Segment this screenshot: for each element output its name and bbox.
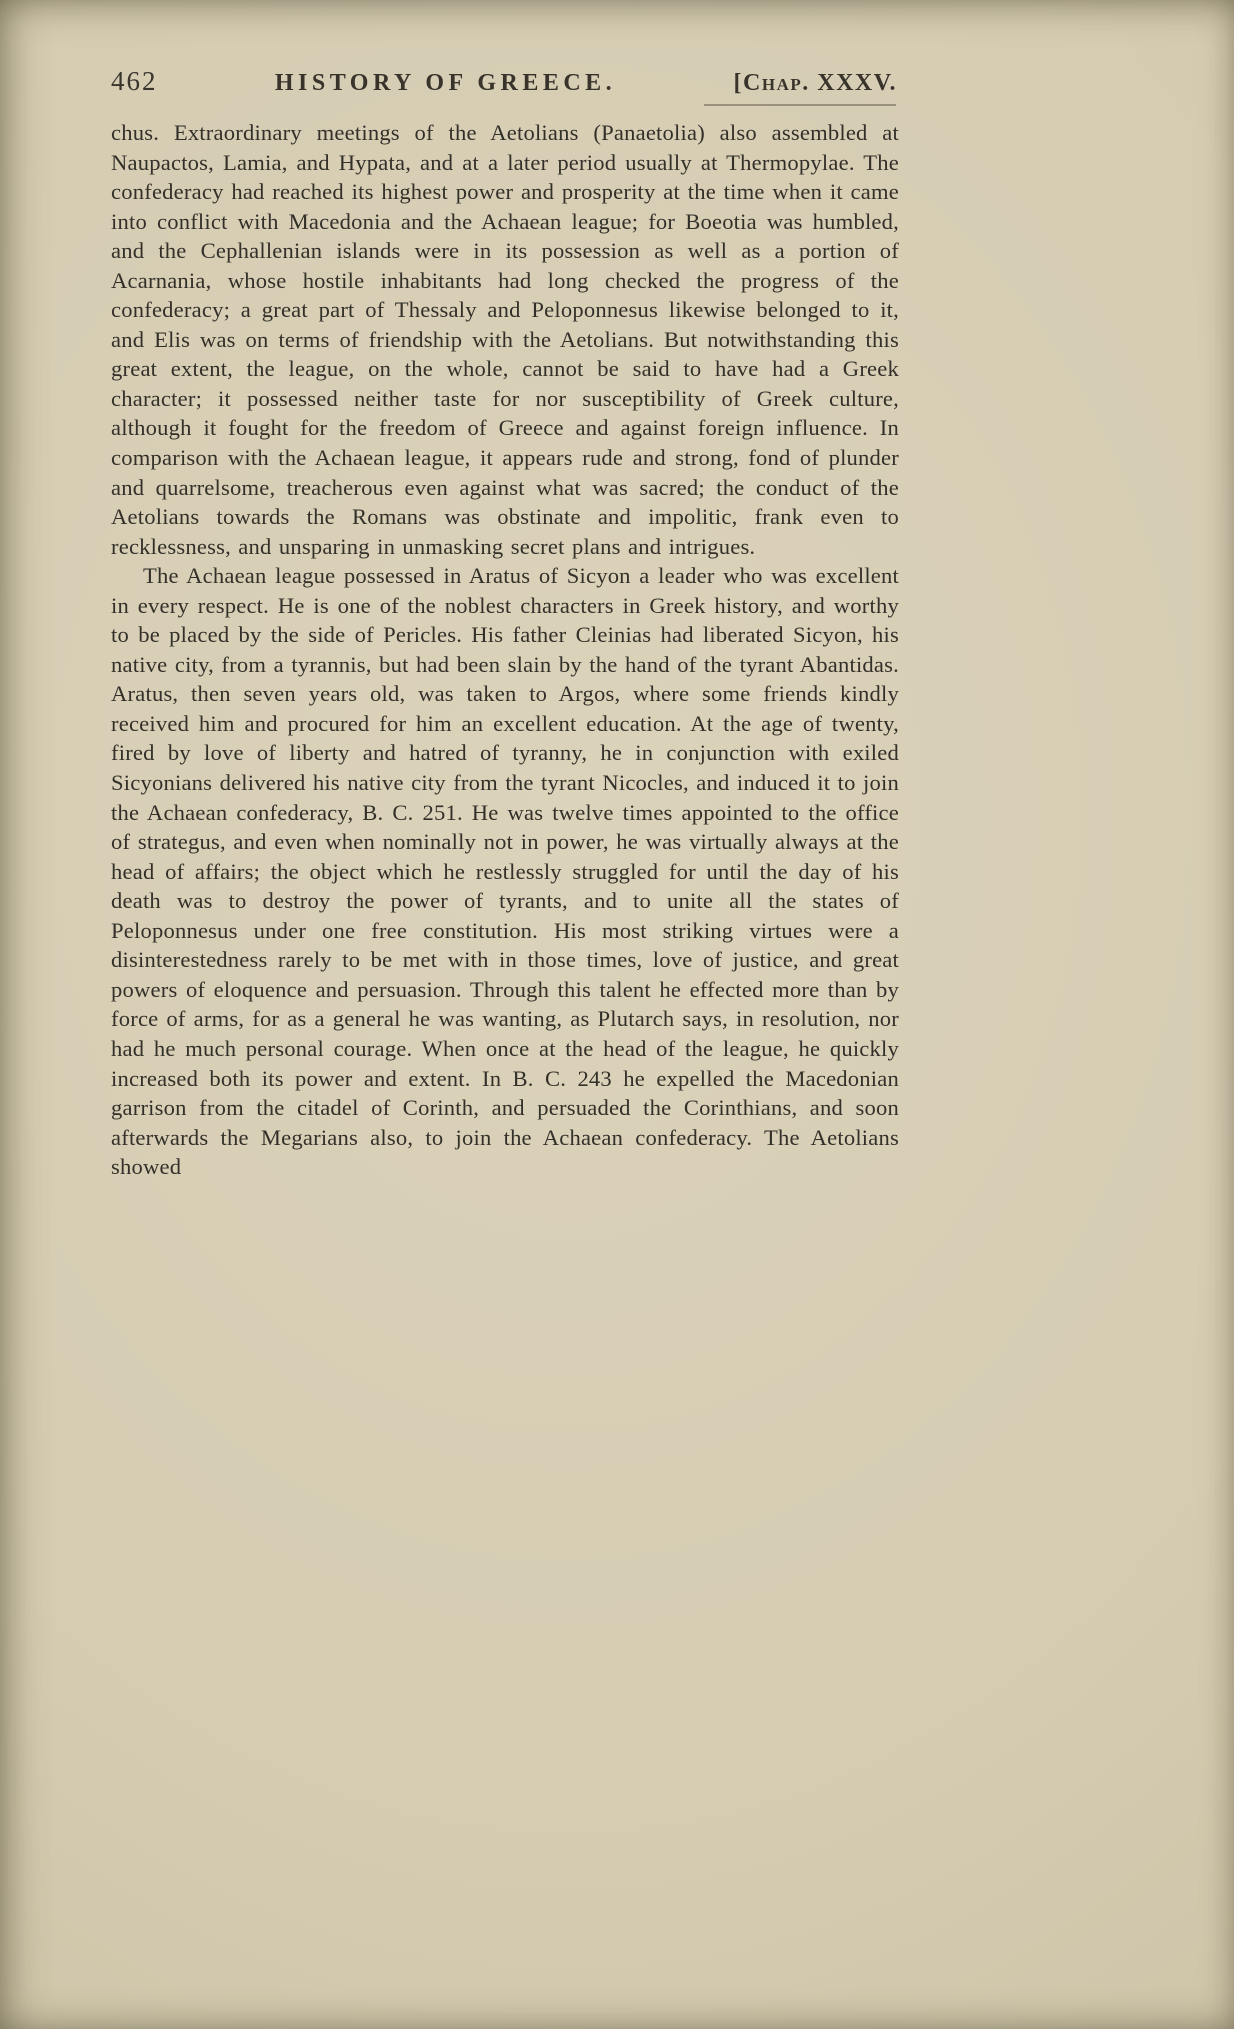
chapter-heading: [Chap. XXXV. (733, 70, 897, 96)
header-rule (704, 104, 896, 106)
body-text (111, 118, 899, 1182)
paragraph-aratus: The Achaean league possessed in Aratus of Sicyon a leader who was excellent in every respect. He is one of the noblest characters in Greek history, and worthy to be placed by the side of Pericles. His father Cleinias had liberated Sicyon, his native city, from a tyrannis, but had been slain by the hand of the tyrant Abantidas. Aratus, then seven years old, was taken to Argos, where some friends kindly received him and procured for him an excellent education. At the age of twenty, fired by love of liberty and hatred of tyranny, he in conjunction with exiled Sicyonians delivered his native city from the tyrant Nicocles, and induced it to join the Achaean confederacy, B. C. 251. He was twelve times appointed to the office of strategus, and even when nominally not in power, he was virtually always at the head of affairs; the object which he restlessly struggled for until the day of his death was to destroy the power of tyrants, and to unite all the states of Peloponnesus under one free constitution. His most striking virtues were a disinterestedness rarely to be met with in those times, love of justice, and great powers of eloquence and persuasion. Through this talent he effected more than by force of arms, for as a general he was wanting, as Plutarch says, in resolution, nor had he much personal courage. When once at the head of the league, he quickly increased both its power and extent. In B. C. 243 he expelled the Macedonian garrison from the citadel of Corinth, and persuaded the Corinthians, and soon afterwards the Megarians also, to join the Achaean confederacy. The Aetolians showed (111, 563, 899, 1180)
page-number: 462 (111, 66, 158, 96)
paragraph-continuation: chus. Extraordinary meetings of the Aetolians (Panaetolia) also assembled at Naupactos, Lamia, and Hypata, and at a later period usually at Thermopylae. The confederacy had reached its highest power and prosperity at the time when it came into conflict with Macedonia and the Achaean league; for Boeotia was humbled, and the Cephallenian islands were in its possession as well as a portion of Acarnania, whose hostile inhabitants had long checked the progress of the confederacy; a great part of Thessaly and Peloponnesus likewise belonged to it, and Elis was on terms of friendship with the Aetolians. But notwithstanding this great extent, the league, on the whole, cannot be said to have had a Greek character; it possessed neither taste for nor susceptibility of Greek culture, although it fought for the freedom of Greece and against foreign influence. In comparison with the Achaean league, it appears rude and strong, fond of plunder and quarrelsome, treacherous even against what was sacred; the conduct of the Aetolians towards the Romans was obstinate and impolitic, frank even to recklessness, and unsparing in unmasking secret plans and intrigues. (111, 120, 899, 559)
page-header (111, 66, 897, 97)
running-title: HISTORY OF GREECE. (274, 70, 617, 96)
